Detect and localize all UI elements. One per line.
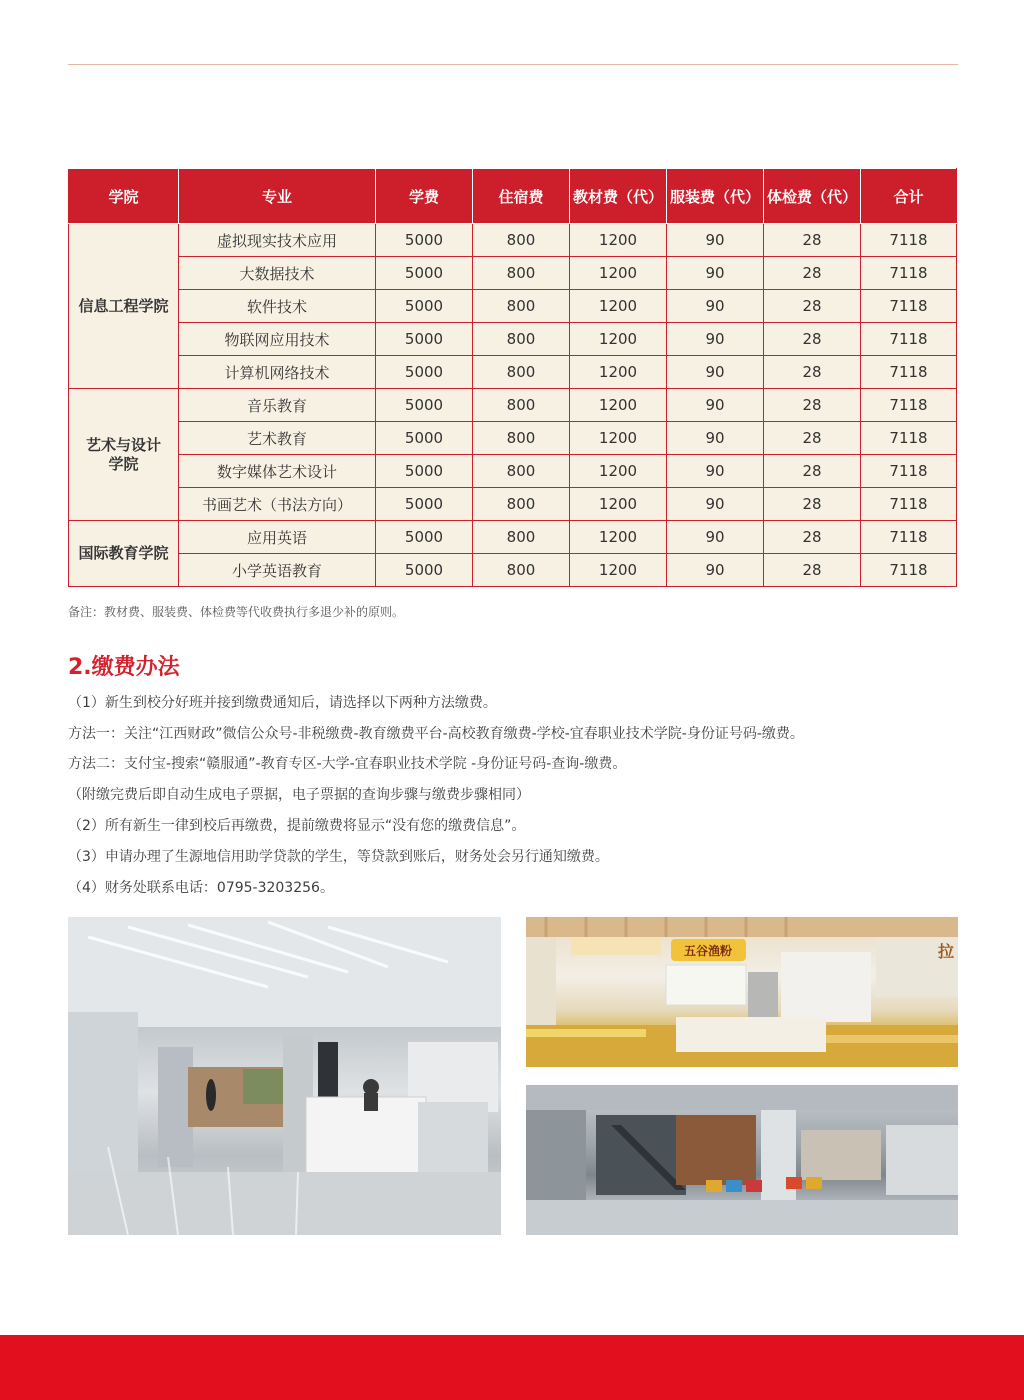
uniform-cell: 90 xyxy=(667,389,764,422)
uniform-cell: 90 xyxy=(667,323,764,356)
textbook-cell: 1200 xyxy=(570,488,667,521)
major-cell: 虚拟现实技术应用 xyxy=(179,224,376,257)
header-textbook: 教材费（代） xyxy=(570,169,667,224)
tuition-cell: 5000 xyxy=(376,389,473,422)
tuition-cell: 5000 xyxy=(376,290,473,323)
escalator-illustration xyxy=(526,1085,958,1235)
tuition-cell: 5000 xyxy=(376,521,473,554)
exam-cell: 28 xyxy=(764,521,861,554)
accommodation-cell: 800 xyxy=(473,356,570,389)
table-row xyxy=(69,257,957,290)
accommodation-cell: 800 xyxy=(473,257,570,290)
total-cell: 7118 xyxy=(861,224,957,257)
total-cell: 7118 xyxy=(861,521,957,554)
accommodation-cell: 800 xyxy=(473,422,570,455)
uniform-cell: 90 xyxy=(667,554,764,587)
uniform-cell: 90 xyxy=(667,290,764,323)
table-note: 备注：教材费、服装费、体检费等代收费执行多退少补的原则。 xyxy=(68,605,405,619)
college-cell: 国际教育学院 xyxy=(69,521,179,587)
total-cell: 7118 xyxy=(861,323,957,356)
section-title: 2.缴费办法 xyxy=(68,655,180,680)
photo-canteen xyxy=(526,917,958,1067)
exam-cell: 28 xyxy=(764,422,861,455)
table-row xyxy=(69,356,957,389)
footer-band xyxy=(0,1335,1024,1400)
canteen-sign-text: 五谷渔粉 xyxy=(683,944,733,958)
photo-escalator-hall xyxy=(526,1085,958,1235)
paragraph-step-3: （3）申请办理了生源地信用助学贷款的学生，等贷款到账后，财务处会另行通知缴费。 xyxy=(68,849,609,865)
major-cell: 书画艺术（书法方向） xyxy=(179,488,376,521)
major-cell: 大数据技术 xyxy=(179,257,376,290)
uniform-cell: 90 xyxy=(667,422,764,455)
canteen-illustration xyxy=(526,917,958,1067)
uniform-cell: 90 xyxy=(667,257,764,290)
total-cell: 7118 xyxy=(861,257,957,290)
college-cell: 艺术与设计 学院 xyxy=(69,389,179,521)
accommodation-cell: 800 xyxy=(473,521,570,554)
accommodation-cell: 800 xyxy=(473,389,570,422)
textbook-cell: 1200 xyxy=(570,224,667,257)
tuition-cell: 5000 xyxy=(376,323,473,356)
total-cell: 7118 xyxy=(861,356,957,389)
exam-cell: 28 xyxy=(764,488,861,521)
lobby-illustration xyxy=(68,917,501,1235)
uniform-cell: 90 xyxy=(667,521,764,554)
accommodation-cell: 800 xyxy=(473,323,570,356)
table-header-row xyxy=(69,169,957,224)
exam-cell: 28 xyxy=(764,455,861,488)
major-cell: 艺术教育 xyxy=(179,422,376,455)
total-cell: 7118 xyxy=(861,389,957,422)
accommodation-cell: 800 xyxy=(473,488,570,521)
major-cell: 数字媒体艺术设计 xyxy=(179,455,376,488)
table-row xyxy=(69,224,957,257)
major-cell: 音乐教育 xyxy=(179,389,376,422)
photo-library-lobby xyxy=(68,917,501,1235)
total-cell: 7118 xyxy=(861,455,957,488)
uniform-cell: 90 xyxy=(667,488,764,521)
header-college: 学院 xyxy=(69,169,179,224)
tuition-cell: 5000 xyxy=(376,356,473,389)
textbook-cell: 1200 xyxy=(570,323,667,356)
tuition-cell: 5000 xyxy=(376,257,473,290)
textbook-cell: 1200 xyxy=(570,422,667,455)
college-cell: 信息工程学院 xyxy=(69,224,179,389)
table-row xyxy=(69,554,957,587)
header-uniform: 服装费（代） xyxy=(667,169,764,224)
header-tuition: 学费 xyxy=(376,169,473,224)
paragraph-method-2: 方法二：支付宝-搜索“赣服通”-教育专区-大学-宜春职业技术学院 -身份证号码-查询-缴费。 xyxy=(68,756,627,772)
header-physical-exam: 体检费（代） xyxy=(764,169,861,224)
uniform-cell: 90 xyxy=(667,356,764,389)
uniform-cell: 90 xyxy=(667,224,764,257)
paragraph-method-1: 方法一：关注“江西财政”微信公众号-非税缴费-教育缴费平台-高校教育缴费-学校-宜春职业技术学院-身份证号码-缴费。 xyxy=(68,726,804,742)
uniform-cell: 90 xyxy=(667,455,764,488)
textbook-cell: 1200 xyxy=(570,389,667,422)
accommodation-cell: 800 xyxy=(473,455,570,488)
table-row xyxy=(69,290,957,323)
textbook-cell: 1200 xyxy=(570,554,667,587)
table-row xyxy=(69,455,957,488)
tuition-cell: 5000 xyxy=(376,554,473,587)
tuition-cell: 5000 xyxy=(376,488,473,521)
accommodation-cell: 800 xyxy=(473,224,570,257)
major-cell: 软件技术 xyxy=(179,290,376,323)
textbook-cell: 1200 xyxy=(570,356,667,389)
tuition-cell: 5000 xyxy=(376,224,473,257)
textbook-cell: 1200 xyxy=(570,290,667,323)
fee-table-body xyxy=(69,224,957,587)
exam-cell: 28 xyxy=(764,224,861,257)
table-row xyxy=(69,389,957,422)
exam-cell: 28 xyxy=(764,257,861,290)
exam-cell: 28 xyxy=(764,356,861,389)
header-major: 专业 xyxy=(179,169,376,224)
header-accommodation: 住宿费 xyxy=(473,169,570,224)
total-cell: 7118 xyxy=(861,554,957,587)
major-cell: 物联网应用技术 xyxy=(179,323,376,356)
exam-cell: 28 xyxy=(764,389,861,422)
total-cell: 7118 xyxy=(861,422,957,455)
textbook-cell: 1200 xyxy=(570,455,667,488)
paragraph-step-1: （1）新生到校分好班并接到缴费通知后，请选择以下两种方法缴费。 xyxy=(68,695,497,711)
fee-table xyxy=(68,168,957,587)
exam-cell: 28 xyxy=(764,554,861,587)
textbook-cell: 1200 xyxy=(570,257,667,290)
paragraph-step-2: （2）所有新生一律到校后再缴费，提前缴费将显示“没有您的缴费信息”。 xyxy=(68,818,526,834)
header-total: 合计 xyxy=(861,169,957,224)
major-cell: 应用英语 xyxy=(179,521,376,554)
major-cell: 计算机网络技术 xyxy=(179,356,376,389)
accommodation-cell: 800 xyxy=(473,554,570,587)
exam-cell: 28 xyxy=(764,323,861,356)
total-cell: 7118 xyxy=(861,488,957,521)
tuition-cell: 5000 xyxy=(376,422,473,455)
accommodation-cell: 800 xyxy=(473,290,570,323)
table-row xyxy=(69,323,957,356)
canteen-sign-right-text: 拉 xyxy=(937,942,955,961)
major-cell: 小学英语教育 xyxy=(179,554,376,587)
top-divider xyxy=(68,64,958,65)
table-row xyxy=(69,521,957,554)
total-cell: 7118 xyxy=(861,290,957,323)
table-row xyxy=(69,488,957,521)
paragraph-receipt-note: （附缴完费后即自动生成电子票据，电子票据的查询步骤与缴费步骤相同） xyxy=(68,787,530,803)
tuition-cell: 5000 xyxy=(376,455,473,488)
exam-cell: 28 xyxy=(764,290,861,323)
textbook-cell: 1200 xyxy=(570,521,667,554)
paragraph-step-4: （4）财务处联系电话：0795-3203256。 xyxy=(68,880,334,896)
table-row xyxy=(69,422,957,455)
